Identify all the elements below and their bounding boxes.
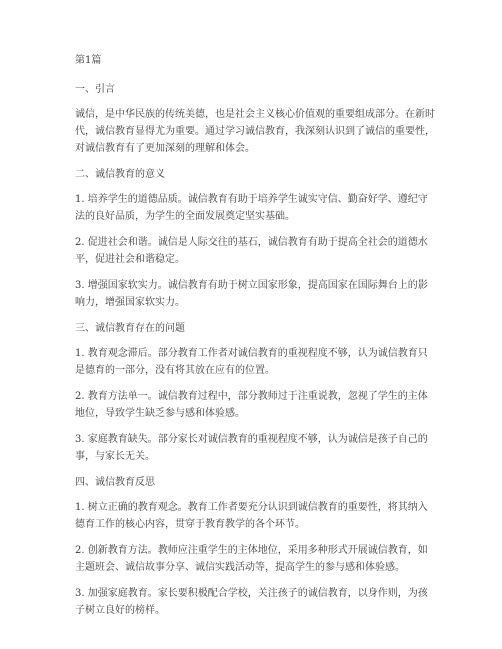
paragraph-line: 3. 加强家庭教育。家长要积极配合学校，关注孩子的诚信教育，以身作则，为孩 (75, 588, 428, 599)
paragraph-line: 3. 家庭教育缺失。部分家长对诚信教育的重视程度不够，认为诚信是孩子自己的 (75, 434, 428, 445)
section-heading: 三、诚信教育存在的问题 (75, 323, 185, 334)
section-heading: 一、引言 (75, 84, 115, 95)
paragraph-line: 子树立良好的榜样。 (75, 605, 165, 616)
paragraph-line: 法的良好品质，为学生的全面发展奠定坚实基础。 (75, 211, 295, 222)
document-body (75, 52, 435, 628)
paragraph-line: 2. 创新教育方法。教师应注重学生的主体地位，采用多种形式开展诚信教育，如 (75, 545, 428, 556)
section-reflection (75, 474, 427, 619)
paragraph-line: 2. 教育方法单一。诚信教育过程中，部分教师过于注重说教，忽视了学生的主体 (75, 391, 428, 402)
paragraph-line: 德育工作的核心内容，贯穿于教育教学的各个环节。 (75, 519, 305, 530)
paragraph (75, 542, 427, 576)
section-heading: 二、诚信教育的意义 (75, 169, 165, 180)
paragraph (75, 234, 427, 268)
paragraph (75, 499, 427, 533)
section-introduction (75, 81, 435, 157)
paragraph-line: 1. 教育观念滞后。部分教育工作者对诚信教育的重视程度不够，认为诚信教育只 (75, 348, 428, 359)
paragraph (75, 431, 427, 465)
paragraph (75, 345, 427, 379)
paragraph-line: 代，诚信教育显得尤为重要。通过学习诚信教育，我深刻认识到了诚信的重要性， (75, 126, 435, 137)
paragraph-line: 3. 增强国家软实力。诚信教育有助于树立国家形象，提高国家在国际舞台上的影 (75, 280, 428, 291)
paragraph (75, 277, 427, 311)
paragraph-line: 主题班会、诚信故事分享、诚信实践活动等，提高学生的参与感和体验感。 (75, 562, 405, 573)
paragraph (75, 106, 435, 157)
paragraph-line: 1. 培养学生的道德品质。诚信教育有助于培养学生诚实守信、勤奋好学、遵纪守 (75, 194, 428, 205)
paragraph-line: 1. 树立正确的教育观念。教育工作者要充分认识到诚信教育的重要性，将其纳入 (75, 502, 428, 513)
paragraph (75, 585, 427, 619)
paragraph-line: 诚信，是中华民族的传统美德，也是社会主义核心价值观的重要组成部分。在新时 (75, 109, 435, 120)
paragraph-line: 响力，增强国家软实力。 (75, 297, 185, 308)
paragraph (75, 191, 427, 225)
paragraph-line: 对诚信教育有了更加深刻的理解和体会。 (75, 143, 255, 154)
paragraph-line: 地位，导致学生缺乏参与感和体验感。 (75, 408, 245, 419)
paragraph (75, 388, 427, 422)
document-title: 第1篇 (75, 55, 102, 66)
section-heading: 四、诚信教育反思 (75, 477, 155, 488)
section-problems (75, 320, 427, 465)
paragraph-line: 平，促进社会和谐稳定。 (75, 254, 185, 265)
paragraph-line: 2. 促进社会和谐。诚信是人际交往的基石，诚信教育有助于提高全社会的道德水 (75, 237, 428, 248)
paragraph-line: 是德育的一部分，没有将其放在应有的位置。 (75, 365, 275, 376)
paragraph-line: 事，与家长无关。 (75, 451, 155, 462)
section-significance (75, 166, 427, 311)
